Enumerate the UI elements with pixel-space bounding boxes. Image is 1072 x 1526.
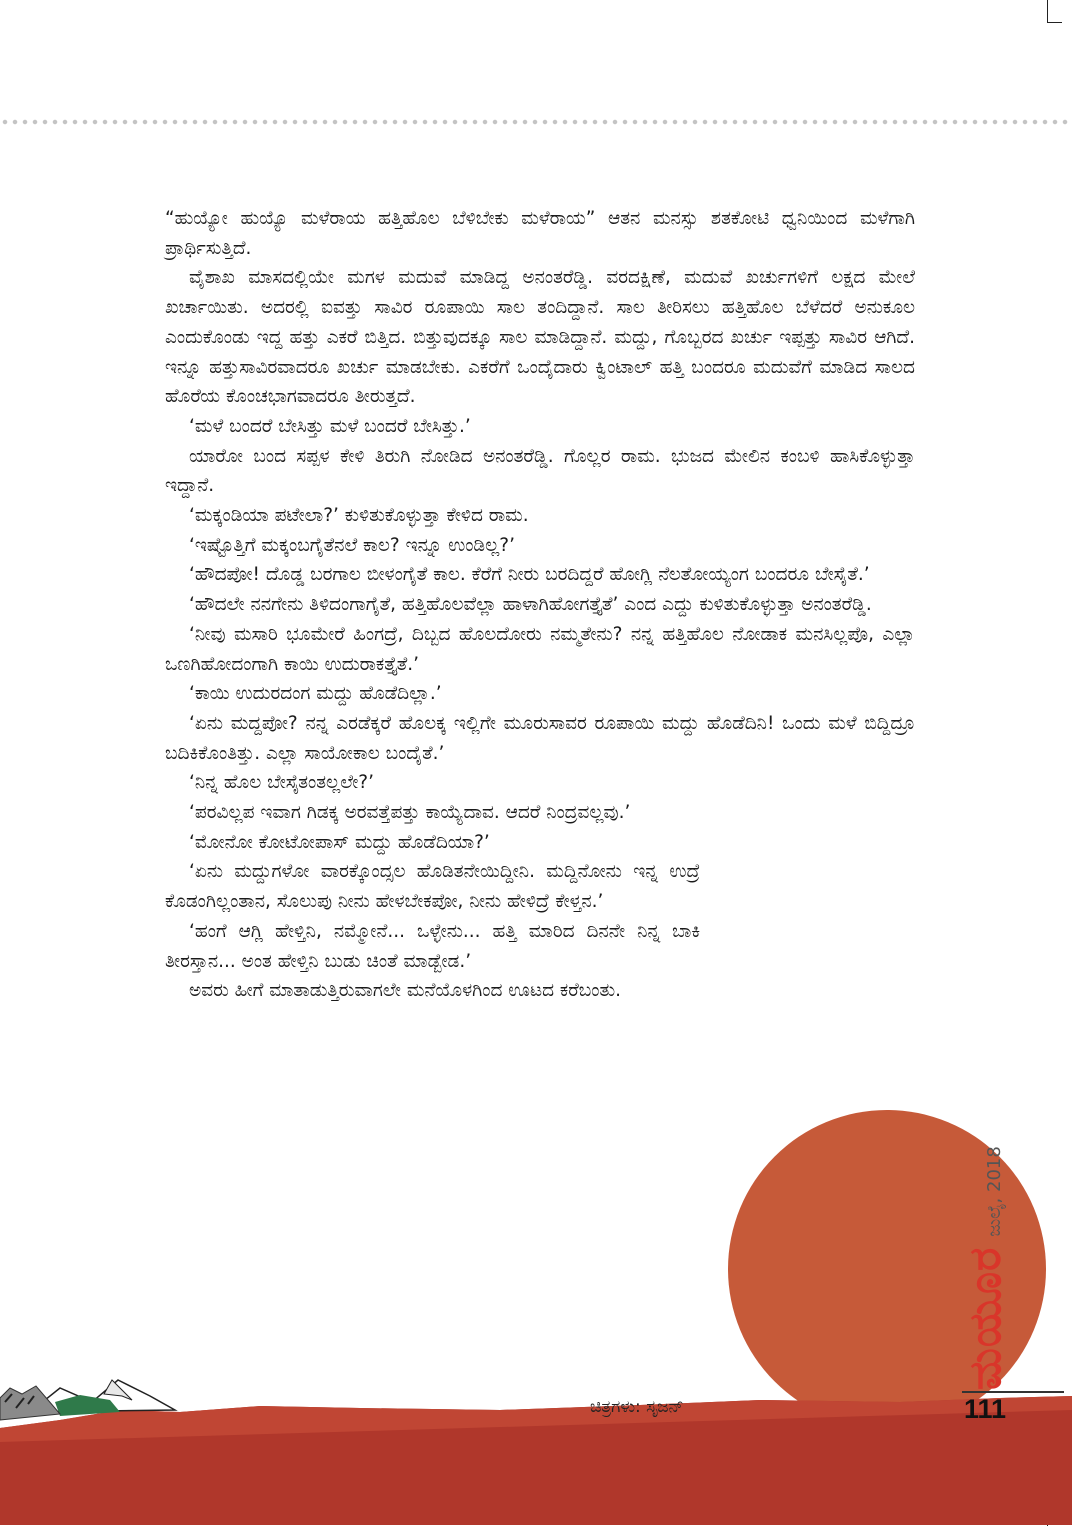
paragraph: ‘ಮೋನೋ ಕೋಟೋಪಾಸ್ ಮದ್ದು ಹೊಡೆದಿಯಾ?’: [189, 831, 490, 853]
paragraph: ವೈಶಾಖ ಮಾಸದಲ್ಲಿಯೇ ಮಗಳ ಮದುವೆ ಮಾಡಿದ್ದ ಅನಂತರೆಡ್ಡಿ. ವರದಕ್ಷಿಣೆ, ಮದುವೆ ಖರ್ಚುಗಳಿಗೆ ಲಕ್ಷದ ಮೇಲೆ ಖರ್ಚಾಯಿತು. ಅದರಲ್ಲಿ ಐವತ್ತು ಸಾವಿರ ರೂಪಾಯಿ ಸಾಲ ತಂದಿದ್ದಾನೆ. ಸಾಲ ತೀರಿಸಲು ಹತ್ತಿಹೊಲ ಬೆಳೆದರೆ ಅನುಕೂಲ ಎಂದುಕೊಂಡು ಇದ್ದ ಹತ್ತು ಎಕರೆ ಬಿತ್ತಿದ. ಬಿತ್ತುವುದಕ್ಕೂ ಸಾಲ ಮಾಡಿದ್ದಾನೆ. ಮದ್ದು, ಗೊಬ್ಬರದ ಖರ್ಚು ಇಪ್ಪತ್ತು ಸಾವಿರ ಆಗಿದೆ. ಇನ್ನೂ ಹತ್ತುಸಾವಿರವಾದರೂ ಖರ್ಚು ಮಾಡಬೇಕು. ಎಕರೆಗೆ ಒಂದೈದಾರು ಕ್ವಿಂಟಾಲ್ ಹತ್ತಿ ಬಂದರೂ ಮದುವೆಗೆ ಮಾಡಿದ ಸಾಲದ ಹೊರೆಯ ಕೊಂಚಭಾಗವಾದರೂ ತೀರುತ್ತದೆ.: [165, 267, 915, 408]
crop-mark-top: [1047, 0, 1062, 23]
landscape-illustration: [0, 1350, 1072, 1525]
paragraph: ‘ಮಳೆ ಬಂದರೆ ಬೇಸಿತ್ತು ಮಳೆ ಬಂದರೆ ಬೇಸಿತ್ತು.’: [189, 415, 471, 437]
page-number: 111: [964, 1394, 1007, 1424]
page-number-rule: [962, 1391, 1064, 1393]
issue-date: ಜುಲೈ, 2018: [984, 1146, 1005, 1237]
paragraph: ಯಾರೋ ಬಂದ ಸಪ್ಪಳ ಕೇಳಿ ತಿರುಗಿ ನೋಡಿದ ಅನಂತರೆಡ್ಡಿ. ಗೊಲ್ಲರ ರಾಮ. ಭುಜದ ಮೇಲಿನ ಕಂಬಳಿ ಹಾಸಿಕೊಳ್ಳುತ್ತಾ ಇದ್ದಾನೆ.: [165, 445, 915, 497]
illustration-credit: ಚಿತ್ರಗಳು: ಸೃಜನ್: [590, 1397, 684, 1417]
story-text: [165, 204, 915, 1006]
paragraph: ‘ಇಷ್ಟೊತ್ತಿಗೆ ಮಕ್ಕಂಬಗೈತೆನಲೆ ಕಾಲ? ಇನ್ನೂ ಉಂಡಿಲ್ಲ?’: [189, 534, 515, 556]
paragraph: ‘ಮಕ್ಕಂಡಿಯಾ ಪಟೇಲಾ?’ ಕುಳಿತುಕೊಳ್ಳುತ್ತಾ ಕೇಳಿದ ರಾಮ.: [189, 505, 529, 527]
paragraph: ‘ಏನು ಮದ್ದಪೋ? ನನ್ನ ಎರಡೆಕ್ಕರೆ ಹೊಲಕ್ಕ ಇಲ್ಲಿಗೇ ಮೂರುಸಾವರ ರೂಪಾಯಿ ಮದ್ದು ಹೊಡೆದಿನಿ! ಒಂದು ಮಳೆ ಬಿದ್ದಿದ್ರೂ ಬದಿಕಿಕೊಂತಿತ್ತು. ಎಲ್ಲಾ ಸಾಯೋಕಾಲ ಬಂದೈತೆ.’: [165, 712, 915, 764]
paragraph: “ಹುಯ್ಯೋ ಹುಯ್ಯೊ ಮಳೆರಾಯ ಹತ್ತಿಹೊಲ ಬೆಳಿಬೇಕು ಮಳೆರಾಯ” ಆತನ ಮನಸ್ಸು ಶತಕೋಟಿ ಧ್ವನಿಯಿಂದ ಮಳೆಗಾಗಿ ಪ್ರಾರ್ಥಿಸುತ್ತಿದೆ.: [165, 208, 915, 259]
paragraph: ಅವರು ಹೀಗೆ ಮಾತಾಡುತ್ತಿರುವಾಗಲೇ ಮನೆಯೊಳಗಿಂದ ಊಟದ ಕರೆಬಂತು.: [189, 980, 622, 1002]
paragraph: ‘ಹಂಗೆ ಆಗ್ಲಿ ಹೇಳ್ತಿನಿ, ನಮ್ಮೋನೆ... ಒಳ್ಳೇನು... ಹತ್ತಿ ಮಾರಿದ ದಿನನೇ ನಿನ್ನ ಬಾಕಿ ತೀರಸ್ತಾನ... ಅಂತ ಹೇಳ್ತಿನಿ ಬುಡು ಚಿಂತೆ ಮಾಡ್ಬೇಡ.’: [165, 920, 700, 972]
paragraph: ‘ನೀವು ಮಸಾರಿ ಭೂಮೇರೆ ಹಿಂಗದ್ರೆ, ದಿಬ್ಬದ ಹೊಲದೋರು ನಮ್ಮತೇನು? ನನ್ನ ಹತ್ತಿಹೊಲ ನೋಡಾಕ ಮನಸಿಲ್ಲಪೊ, ಎಲ್ಲಾ ಒಣಗಿಹೋದಂಗಾಗಿ ಕಾಯಿ ಉದುರಾಕತ್ತೈತೆ.’: [165, 623, 915, 675]
paragraph: ‘ನಿನ್ನ ಹೊಲ ಬೇಸೈತಂತಲ್ಲಲೇ?’: [189, 772, 375, 794]
paragraph: ‘ಹೌದಲೇ ನನಗೇನು ತಿಳಿದಂಗಾಗೈತೆ, ಹತ್ತಿಹೊಲವೆಲ್ಲಾ ಹಾಳಾಗಿಹೋಗತ್ತೈತೆ’ ಎಂದ ಎದ್ದು ಕುಳಿತುಕೊಳ್ಳುತ್ತಾ ಅನಂತರೆಡ್ಡಿ.: [189, 594, 872, 616]
paragraph: ‘ಏನು ಮದ್ದುಗಳೋ ವಾರಕ್ಕೊಂದ್ಸಲ ಹೊಡಿತನೇಯಿದ್ದೀನಿ. ಮದ್ದಿನೋನು ಇನ್ನ ಉದ್ರೆ ಕೊಡಂಗಿಲ್ಲಂತಾನ, ಸೊಲುಪು ನೀನು ಹೇಳಬೇಕಪೋ, ನೀನು ಹೇಳಿದ್ರೆ ಕೇಳ್ತನ.’: [165, 861, 700, 913]
paragraph: ‘ಕಾಯಿ ಉದುರದಂಗ ಮದ್ದು ಹೊಡೆದಿಲ್ಲಾ.’: [189, 683, 442, 705]
dotted-divider: [0, 119, 1072, 125]
paragraph: ‘ಪರವಿಲ್ಲಪ ಇವಾಗ ಗಿಡಕ್ಕ ಅರವತ್ತೆಪತ್ತು ಕಾಯ್ಯೆದಾವ. ಆದರೆ ನಿಂದ್ರವಲ್ಲವು.’: [189, 802, 631, 824]
paragraph: ‘ಹೌದಪೋ! ದೊಡ್ಡ ಬರಗಾಲ ಬೀಳಂಗೈತೆ ಕಾಲ. ಕೆರೆಗೆ ನೀರು ಬರದಿದ್ದರೆ ಹೋಗ್ಲಿ ನೆಲತೋಯ್ಯಂಗ ಬಂದರೂ ಬೇಸೈತೆ.’: [189, 564, 870, 586]
magazine-name: ಮಯೂರ: [960, 1246, 1011, 1390]
